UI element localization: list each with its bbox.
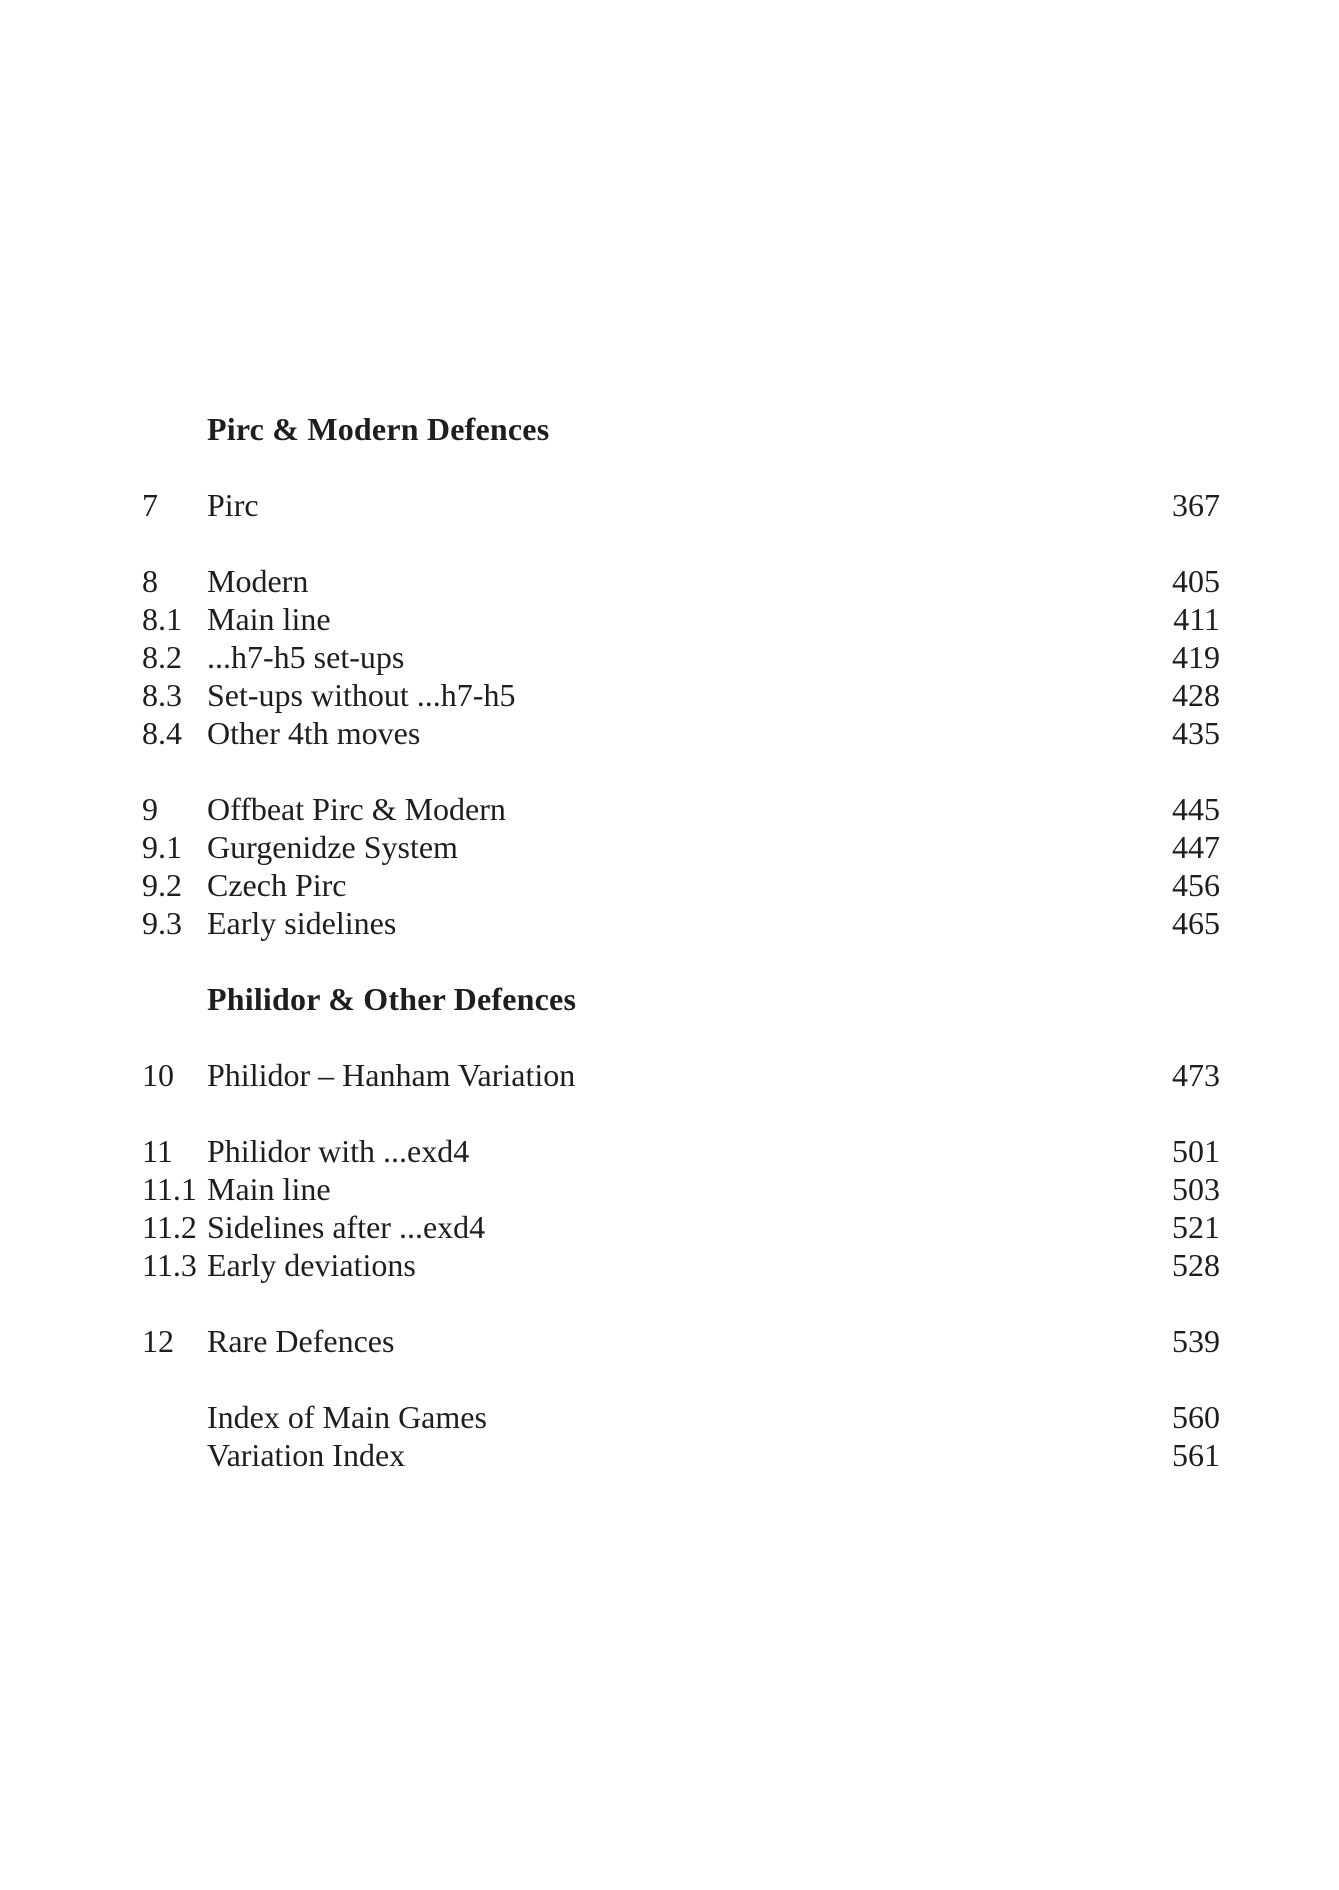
entry-title: ...h7-h5 set-ups xyxy=(207,639,405,675)
entry-page-number: 528 xyxy=(1172,1247,1220,1283)
chapter-number: 9.2 xyxy=(142,867,182,903)
entry-title: Czech Pirc xyxy=(207,867,347,903)
toc-entry-row xyxy=(142,486,1220,524)
chapter-group xyxy=(142,1398,1220,1474)
chapter-group xyxy=(142,790,1220,942)
entry-page-number: 501 xyxy=(1172,1133,1220,1169)
chapter-number: 9.3 xyxy=(142,905,182,941)
chapter-number: 11 xyxy=(142,1133,173,1169)
toc-entry-row xyxy=(142,1322,1220,1360)
toc-section xyxy=(142,410,1220,942)
toc-entry-row xyxy=(142,714,1220,752)
toc-entry-row xyxy=(142,1056,1220,1094)
chapter-group xyxy=(142,1056,1220,1094)
toc-entry-row xyxy=(142,676,1220,714)
entry-page-number: 539 xyxy=(1172,1323,1220,1359)
chapter-number: 10 xyxy=(142,1057,174,1093)
section-heading: Philidor & Other Defences xyxy=(207,981,577,1017)
entry-title: Variation Index xyxy=(207,1437,406,1473)
toc-entry-row xyxy=(142,638,1220,676)
entry-title: Rare Defences xyxy=(207,1323,395,1359)
entry-page-number: 503 xyxy=(1172,1171,1220,1207)
chapter-number: 9 xyxy=(142,791,158,827)
section-heading: Pirc & Modern Defences xyxy=(207,411,550,447)
chapter-group xyxy=(142,1322,1220,1360)
entry-page-number: 405 xyxy=(1172,563,1220,599)
entry-page-number: 447 xyxy=(1172,829,1220,865)
chapter-number: 7 xyxy=(142,487,158,523)
entry-page-number: 560 xyxy=(1172,1399,1220,1435)
entry-page-number: 419 xyxy=(1172,639,1220,675)
entry-title: Pirc xyxy=(207,487,259,523)
chapter-number: 11.1 xyxy=(142,1171,197,1207)
toc-entry-row xyxy=(142,562,1220,600)
entry-title: Gurgenidze System xyxy=(207,829,458,865)
chapter-number: 8.3 xyxy=(142,677,182,713)
entry-page-number: 521 xyxy=(1172,1209,1220,1245)
chapter-number: 9.1 xyxy=(142,829,182,865)
entry-page-number: 473 xyxy=(1172,1057,1220,1093)
toc-entry-row xyxy=(142,1436,1220,1474)
toc-entry-row xyxy=(142,866,1220,904)
toc-entry-row xyxy=(142,1246,1220,1284)
table-of-contents xyxy=(142,410,1220,1474)
toc-entry-row xyxy=(142,1170,1220,1208)
toc-entry-row xyxy=(142,1398,1220,1436)
chapter-number: 11.2 xyxy=(142,1209,197,1245)
entry-title: Main line xyxy=(207,1171,331,1207)
chapter-group xyxy=(142,562,1220,752)
entry-page-number: 465 xyxy=(1172,905,1220,941)
toc-entry-row xyxy=(142,904,1220,942)
entry-page-number: 561 xyxy=(1172,1437,1220,1473)
entry-page-number: 456 xyxy=(1172,867,1220,903)
entry-title: Offbeat Pirc & Modern xyxy=(207,791,506,827)
chapter-group xyxy=(142,486,1220,524)
toc-entry-row xyxy=(142,600,1220,638)
chapter-number: 8.1 xyxy=(142,601,182,637)
chapter-number: 8.2 xyxy=(142,639,182,675)
toc-section xyxy=(142,980,1220,1474)
entry-page-number: 367 xyxy=(1172,487,1220,523)
chapter-number: 8 xyxy=(142,563,158,599)
chapter-number: 12 xyxy=(142,1323,174,1359)
entry-title: Set-ups without ...h7-h5 xyxy=(207,677,516,713)
toc-entry-row xyxy=(142,1132,1220,1170)
toc-entry-row xyxy=(142,790,1220,828)
entry-page-number: 428 xyxy=(1172,677,1220,713)
toc-entry-row xyxy=(142,1208,1220,1246)
entry-title: Main line xyxy=(207,601,331,637)
entry-title: Modern xyxy=(207,563,309,599)
entry-title: Sidelines after ...exd4 xyxy=(207,1209,486,1245)
chapter-number: 11.3 xyxy=(142,1247,197,1283)
entry-title: Early sidelines xyxy=(207,905,397,941)
entry-title: Early deviations xyxy=(207,1247,416,1283)
toc-entry-row xyxy=(142,828,1220,866)
chapter-number: 8.4 xyxy=(142,715,182,751)
entry-page-number: 445 xyxy=(1172,791,1220,827)
chapter-group xyxy=(142,1132,1220,1284)
entry-page-number: 411 xyxy=(1173,601,1220,637)
entry-title: Philidor with ...exd4 xyxy=(207,1133,470,1169)
entry-title: Other 4th moves xyxy=(207,715,421,751)
entry-title: Philidor – Hanham Variation xyxy=(207,1057,576,1093)
entry-title: Index of Main Games xyxy=(207,1399,487,1435)
entry-page-number: 435 xyxy=(1172,715,1220,751)
